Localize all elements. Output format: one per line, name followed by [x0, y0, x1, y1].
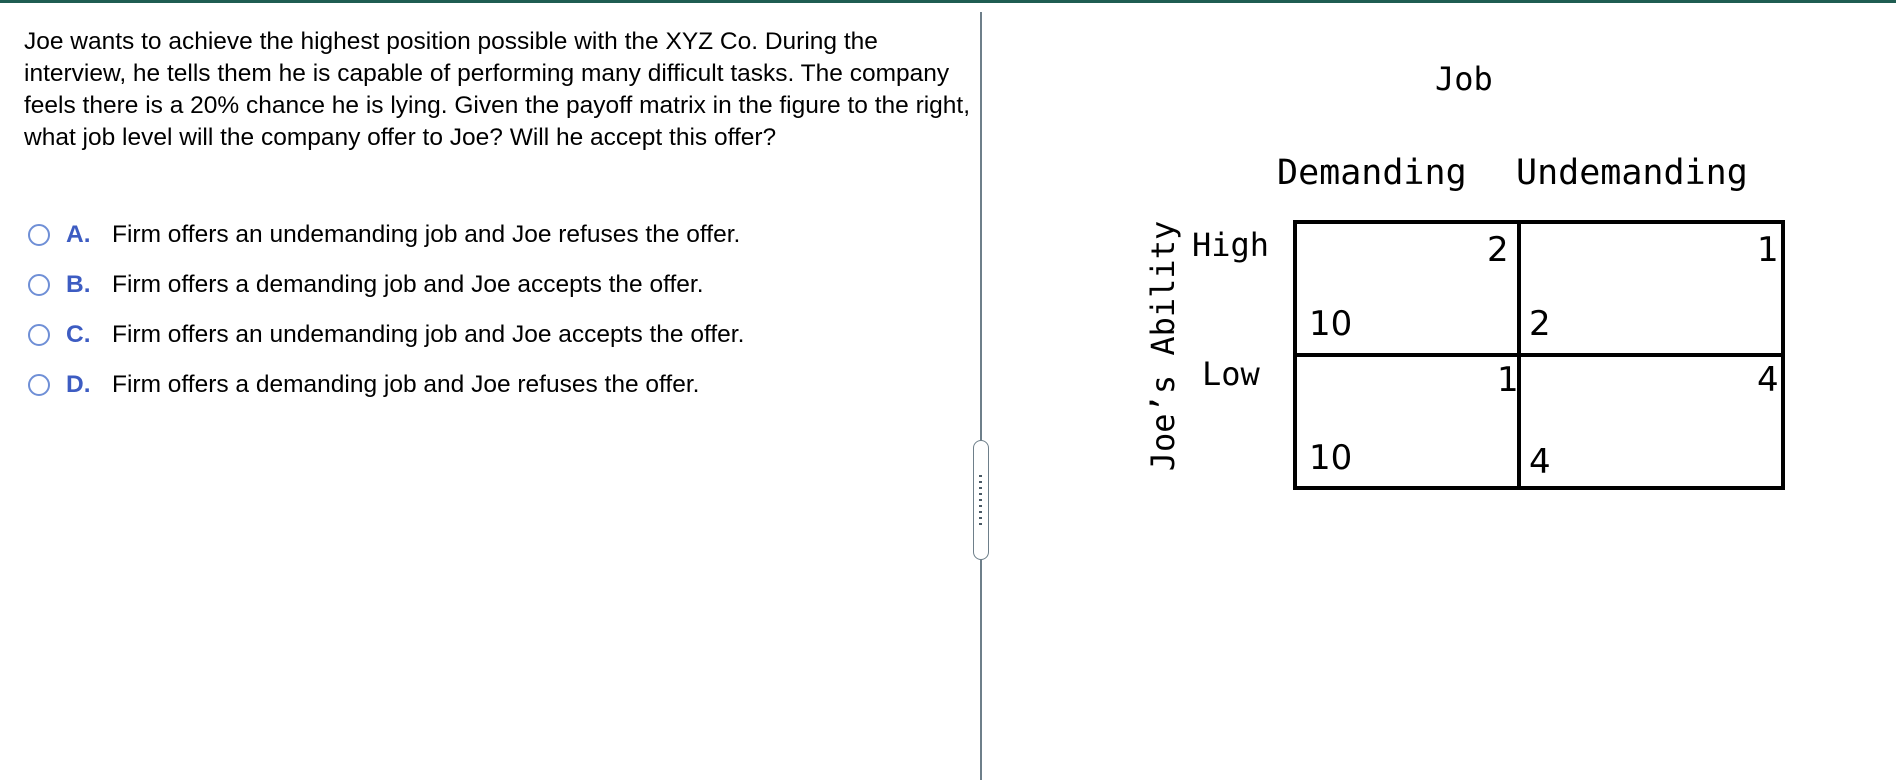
radio-button-b[interactable] — [28, 274, 50, 296]
radio-button-d[interactable] — [28, 374, 50, 396]
radio-button-a[interactable] — [28, 224, 50, 246]
option-a-letter: A. — [66, 221, 91, 248]
option-d-letter: D. — [66, 371, 91, 398]
option-d-text[interactable]: Firm offers a demanding job and Joe refuses the offer. — [112, 371, 700, 398]
job-label: Job — [1435, 60, 1493, 98]
payoff-high-demanding-firm: 2 — [1487, 230, 1509, 270]
payoff-high-undemanding-joe: 2 — [1529, 304, 1551, 344]
column-header-undemanding: Undemanding — [1516, 153, 1748, 193]
pane-resize-handle[interactable] — [973, 440, 989, 560]
option-b-text[interactable]: Firm offers a demanding job and Joe accepts the offer. — [112, 271, 704, 298]
payoff-high-demanding-joe: 10 — [1309, 304, 1353, 344]
row-header-low: Low — [1202, 355, 1260, 393]
radio-button-c[interactable] — [28, 324, 50, 346]
matrix-horizontal-divider — [1297, 353, 1781, 357]
option-c-letter: C. — [66, 321, 91, 348]
grip-dots-icon — [979, 475, 982, 527]
payoff-high-undemanding-firm: 1 — [1757, 230, 1779, 270]
payoff-low-undemanding-joe: 4 — [1529, 442, 1551, 482]
payoff-matrix — [1293, 220, 1785, 490]
pane-divider — [980, 12, 982, 780]
question-text: Joe wants to achieve the highest position possible with the XYZ Co. During the interview, he tells them he is capable of performing many difficult tasks. The company feels there is a 20% chance he is lying. Given the payoff matrix in the figure to the right, what job level will the company offer to Joe? Will he accept this offer? — [24, 28, 971, 151]
option-b-letter: B. — [66, 271, 91, 298]
payoff-matrix-figure — [1140, 50, 1780, 510]
row-header-high: High — [1192, 226, 1270, 264]
payoff-low-undemanding-firm: 4 — [1757, 360, 1779, 400]
row-axis-label: Joe’s Ability — [1144, 220, 1182, 472]
column-header-demanding: Demanding — [1277, 153, 1467, 193]
option-c-text[interactable]: Firm offers an undemanding job and Joe accepts the offer. — [112, 321, 745, 348]
payoff-low-demanding-joe: 10 — [1309, 438, 1353, 478]
option-a-text[interactable]: Firm offers an undemanding job and Joe refuses the offer. — [112, 221, 741, 248]
payoff-low-demanding-firm: 1 — [1497, 360, 1519, 400]
